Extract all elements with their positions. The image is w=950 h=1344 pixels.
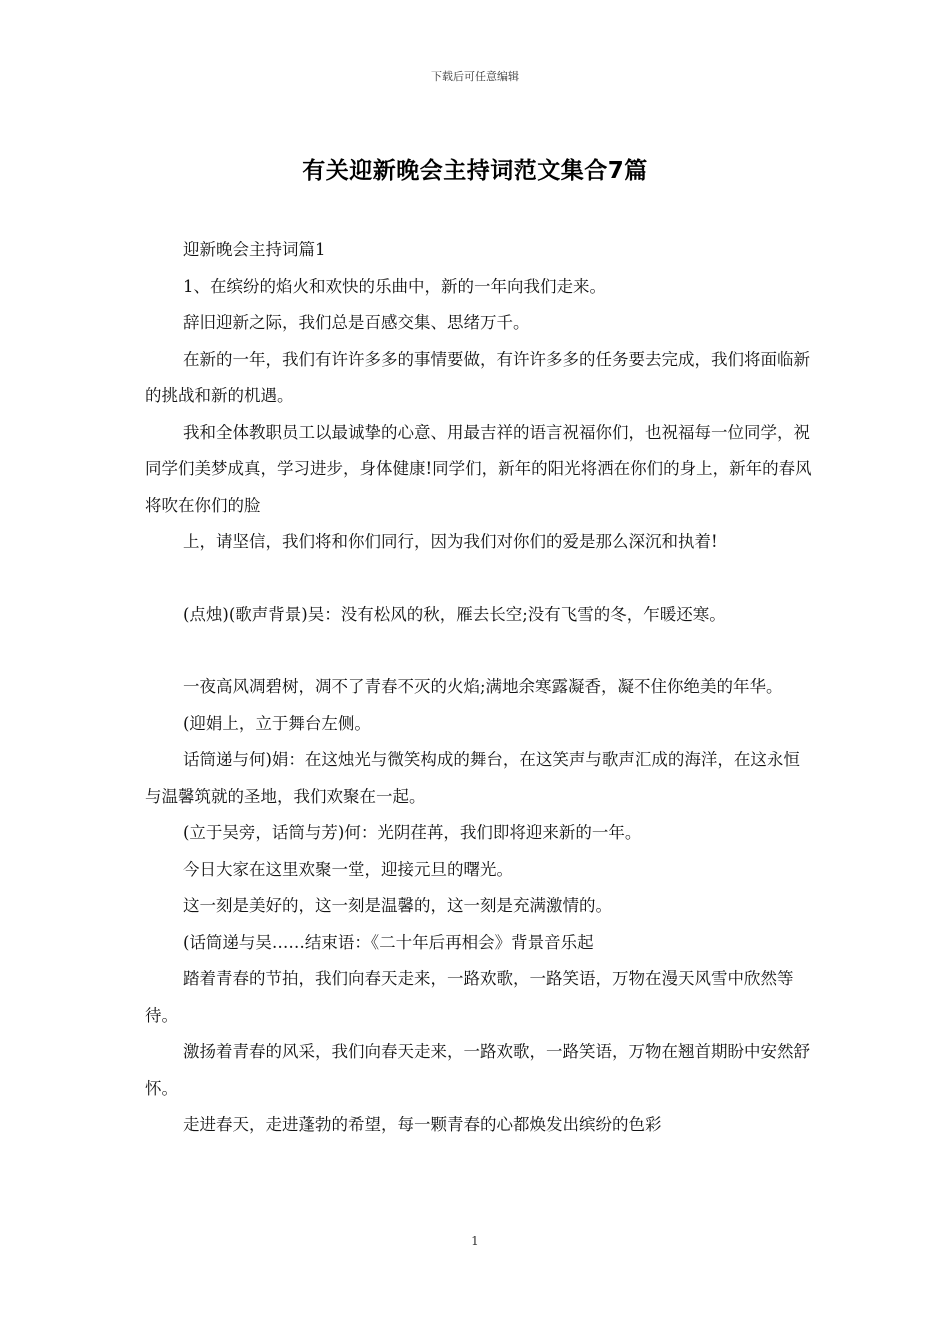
paragraph: 一夜高风凋碧树，凋不了青春不灭的火焰;满地余寒露凝香，凝不住你绝美的年华。 bbox=[183, 677, 783, 696]
header-note: 下载后可任意编辑 bbox=[431, 70, 519, 83]
paragraph: 今日大家在这里欢聚一堂，迎接元旦的曙光。 bbox=[183, 859, 513, 879]
paragraph: 这一刻是美好的，这一刻是温馨的，这一刻是充满激情的。 bbox=[183, 896, 612, 915]
paragraph: 话筒递与何)娟：在这烛光与微笑构成的舞台，在这笑声与歌声汇成的海洋，在这永恒与温馨筑就的圣地，我们欢聚在一起。 bbox=[145, 750, 800, 806]
paragraph: 迎新晚会主持词篇1 bbox=[183, 240, 326, 259]
paragraph: 激扬着青春的风采，我们向春天走来，一路欢歌，一路笑语，万物在翘首期盼中安然舒怀。 bbox=[145, 1042, 810, 1098]
paragraph: 上，请坚信，我们将和你们同行，因为我们对你们的爱是那么深沉和执着! bbox=[183, 532, 718, 551]
document-body bbox=[145, 232, 815, 1144]
paragraph: (点烛)(歌声背景)吴：没有松风的秋，雁去长空;没有飞雪的冬，乍暖还寒。 bbox=[183, 604, 726, 624]
paragraph: 走进春天，走进蓬勃的希望，每一颗青春的心都焕发出缤纷的色彩 bbox=[183, 1115, 662, 1134]
paragraph: (迎娟上，立于舞台左侧。 bbox=[183, 713, 371, 733]
page-number: 1 bbox=[471, 1234, 479, 1248]
paragraph: 辞旧迎新之际，我们总是百感交集、思绪万千。 bbox=[183, 313, 530, 332]
paragraph: 1、在缤纷的焰火和欢快的乐曲中，新的一年向我们走来。 bbox=[183, 276, 606, 296]
paragraph: 踏着青春的节拍，我们向春天走来，一路欢歌，一路笑语，万物在漫天风雪中欣然等待。 bbox=[145, 969, 794, 1025]
document-title: 有关迎新晚会主持词范文集合7篇 bbox=[302, 158, 648, 184]
paragraph: (话筒递与吴……结束语：《二十年后再相会》背景音乐起 bbox=[183, 932, 594, 952]
paragraph: 我和全体教职员工以最诚挚的心意、用最吉祥的语言祝福你们，也祝福每一位同学，祝同学们美梦成真，学习进步，身体健康!同学们，新年的阳光将洒在你们的身上，新年的春风将吹在你们的脸 bbox=[145, 422, 812, 515]
paragraph: (立于吴旁，话筒与芳)何：光阴荏苒，我们即将迎来新的一年。 bbox=[183, 823, 642, 842]
paragraph: 在新的一年，我们有许许多多的事情要做，有许许多多的任务要去完成，我们将面临新的挑战和新的机遇。 bbox=[145, 349, 810, 405]
